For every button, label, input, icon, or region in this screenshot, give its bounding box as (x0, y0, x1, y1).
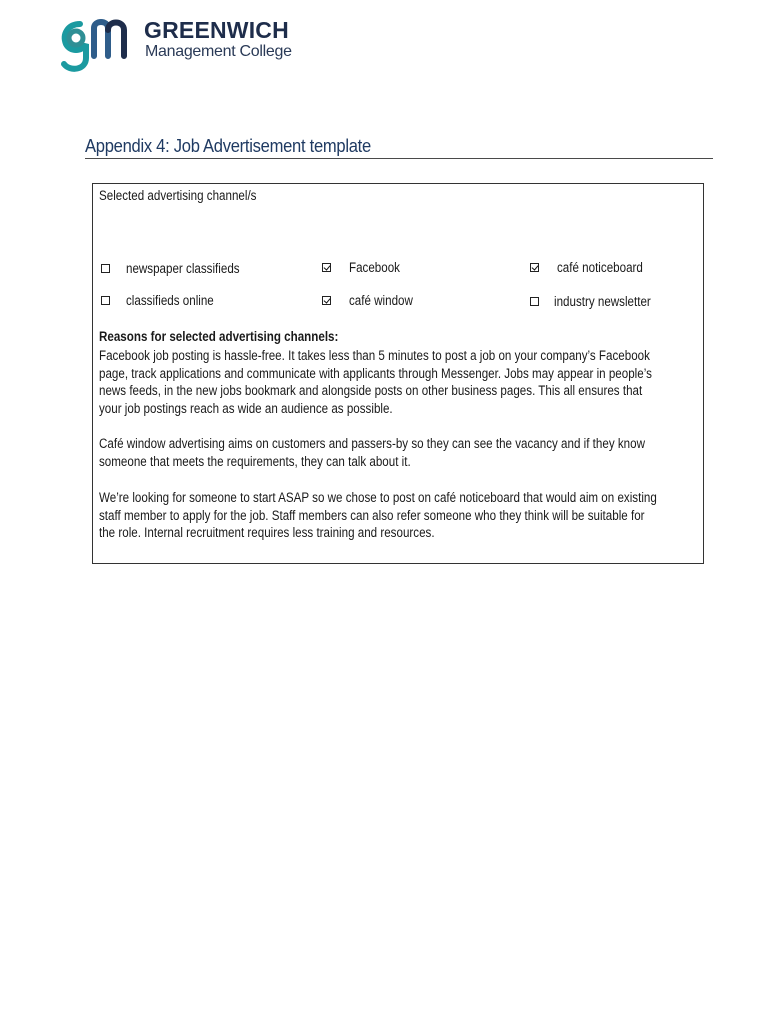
paragraph-line: We’re looking for someone to start ASAP so we chose to post on café noticeboard that would aim on existing (99, 490, 657, 505)
paragraph-line: someone that meets the requirements, they can talk about it. (99, 453, 411, 469)
checkbox-cafe-noticeboard[interactable] (530, 263, 539, 272)
paragraph-line: the role. Internal recruitment requires less training and resources. (99, 525, 435, 541)
option-facebook[interactable] (322, 259, 502, 277)
checkbox-classifieds-online[interactable] (101, 296, 110, 305)
paragraph-line: your job postings reach as wide an audience as possible. (99, 401, 393, 417)
option-label: café noticeboard (557, 260, 643, 275)
channels-label: Selected advertising channel/s (99, 188, 257, 203)
option-cafe-noticeboard[interactable] (530, 259, 690, 277)
reason-paragraph-cafe-window (99, 435, 692, 470)
option-label: café window (349, 293, 413, 308)
title-divider (85, 158, 713, 159)
checkbox-cafe-window[interactable] (322, 296, 331, 305)
checkbox-industry-newsletter[interactable] (530, 297, 539, 306)
college-logo (58, 14, 298, 74)
paragraph-line: Café window advertising aims on customers and passers-by so they can see the vacancy and if they know (99, 436, 645, 451)
logo-subtitle: Management College (145, 43, 292, 60)
paragraph-line: staff member to apply for the job. Staff members can also refer someone who they think will be suitable for (99, 507, 645, 523)
checkbox-newspaper-classifieds[interactable] (101, 264, 110, 273)
paragraph-line: news feeds, in the new jobs bookmark and alongside posts on other business pages. This all ensures that (99, 383, 643, 399)
reasons-heading: Reasons for selected advertising channels: (99, 329, 339, 344)
paragraph-line: Facebook job posting is hassle-free. It takes less than 5 minutes to post a job on your company’s Facebook (99, 348, 650, 363)
paragraph-line: page, track applications and communicate with applicants through Messenger. Jobs may appear in people’s (99, 365, 652, 381)
option-newspaper-classifieds[interactable] (101, 260, 301, 278)
option-label: classifieds online (126, 293, 214, 308)
option-industry-newsletter[interactable] (530, 293, 690, 311)
checkbox-facebook[interactable] (322, 263, 331, 272)
page-title: Appendix 4: Job Advertisement template (85, 136, 371, 156)
option-classifieds-online[interactable] (101, 292, 301, 310)
reason-paragraph-facebook (99, 347, 692, 418)
option-label: industry newsletter (554, 294, 651, 309)
gm-logo-icon (58, 14, 136, 74)
option-cafe-window[interactable] (322, 292, 502, 310)
job-ad-template-box (92, 183, 704, 564)
option-label: newspaper classifieds (126, 261, 240, 276)
option-label: Facebook (349, 260, 400, 275)
reason-paragraph-cafe-noticeboard (99, 489, 692, 542)
logo-name: GREENWICH (144, 17, 289, 43)
